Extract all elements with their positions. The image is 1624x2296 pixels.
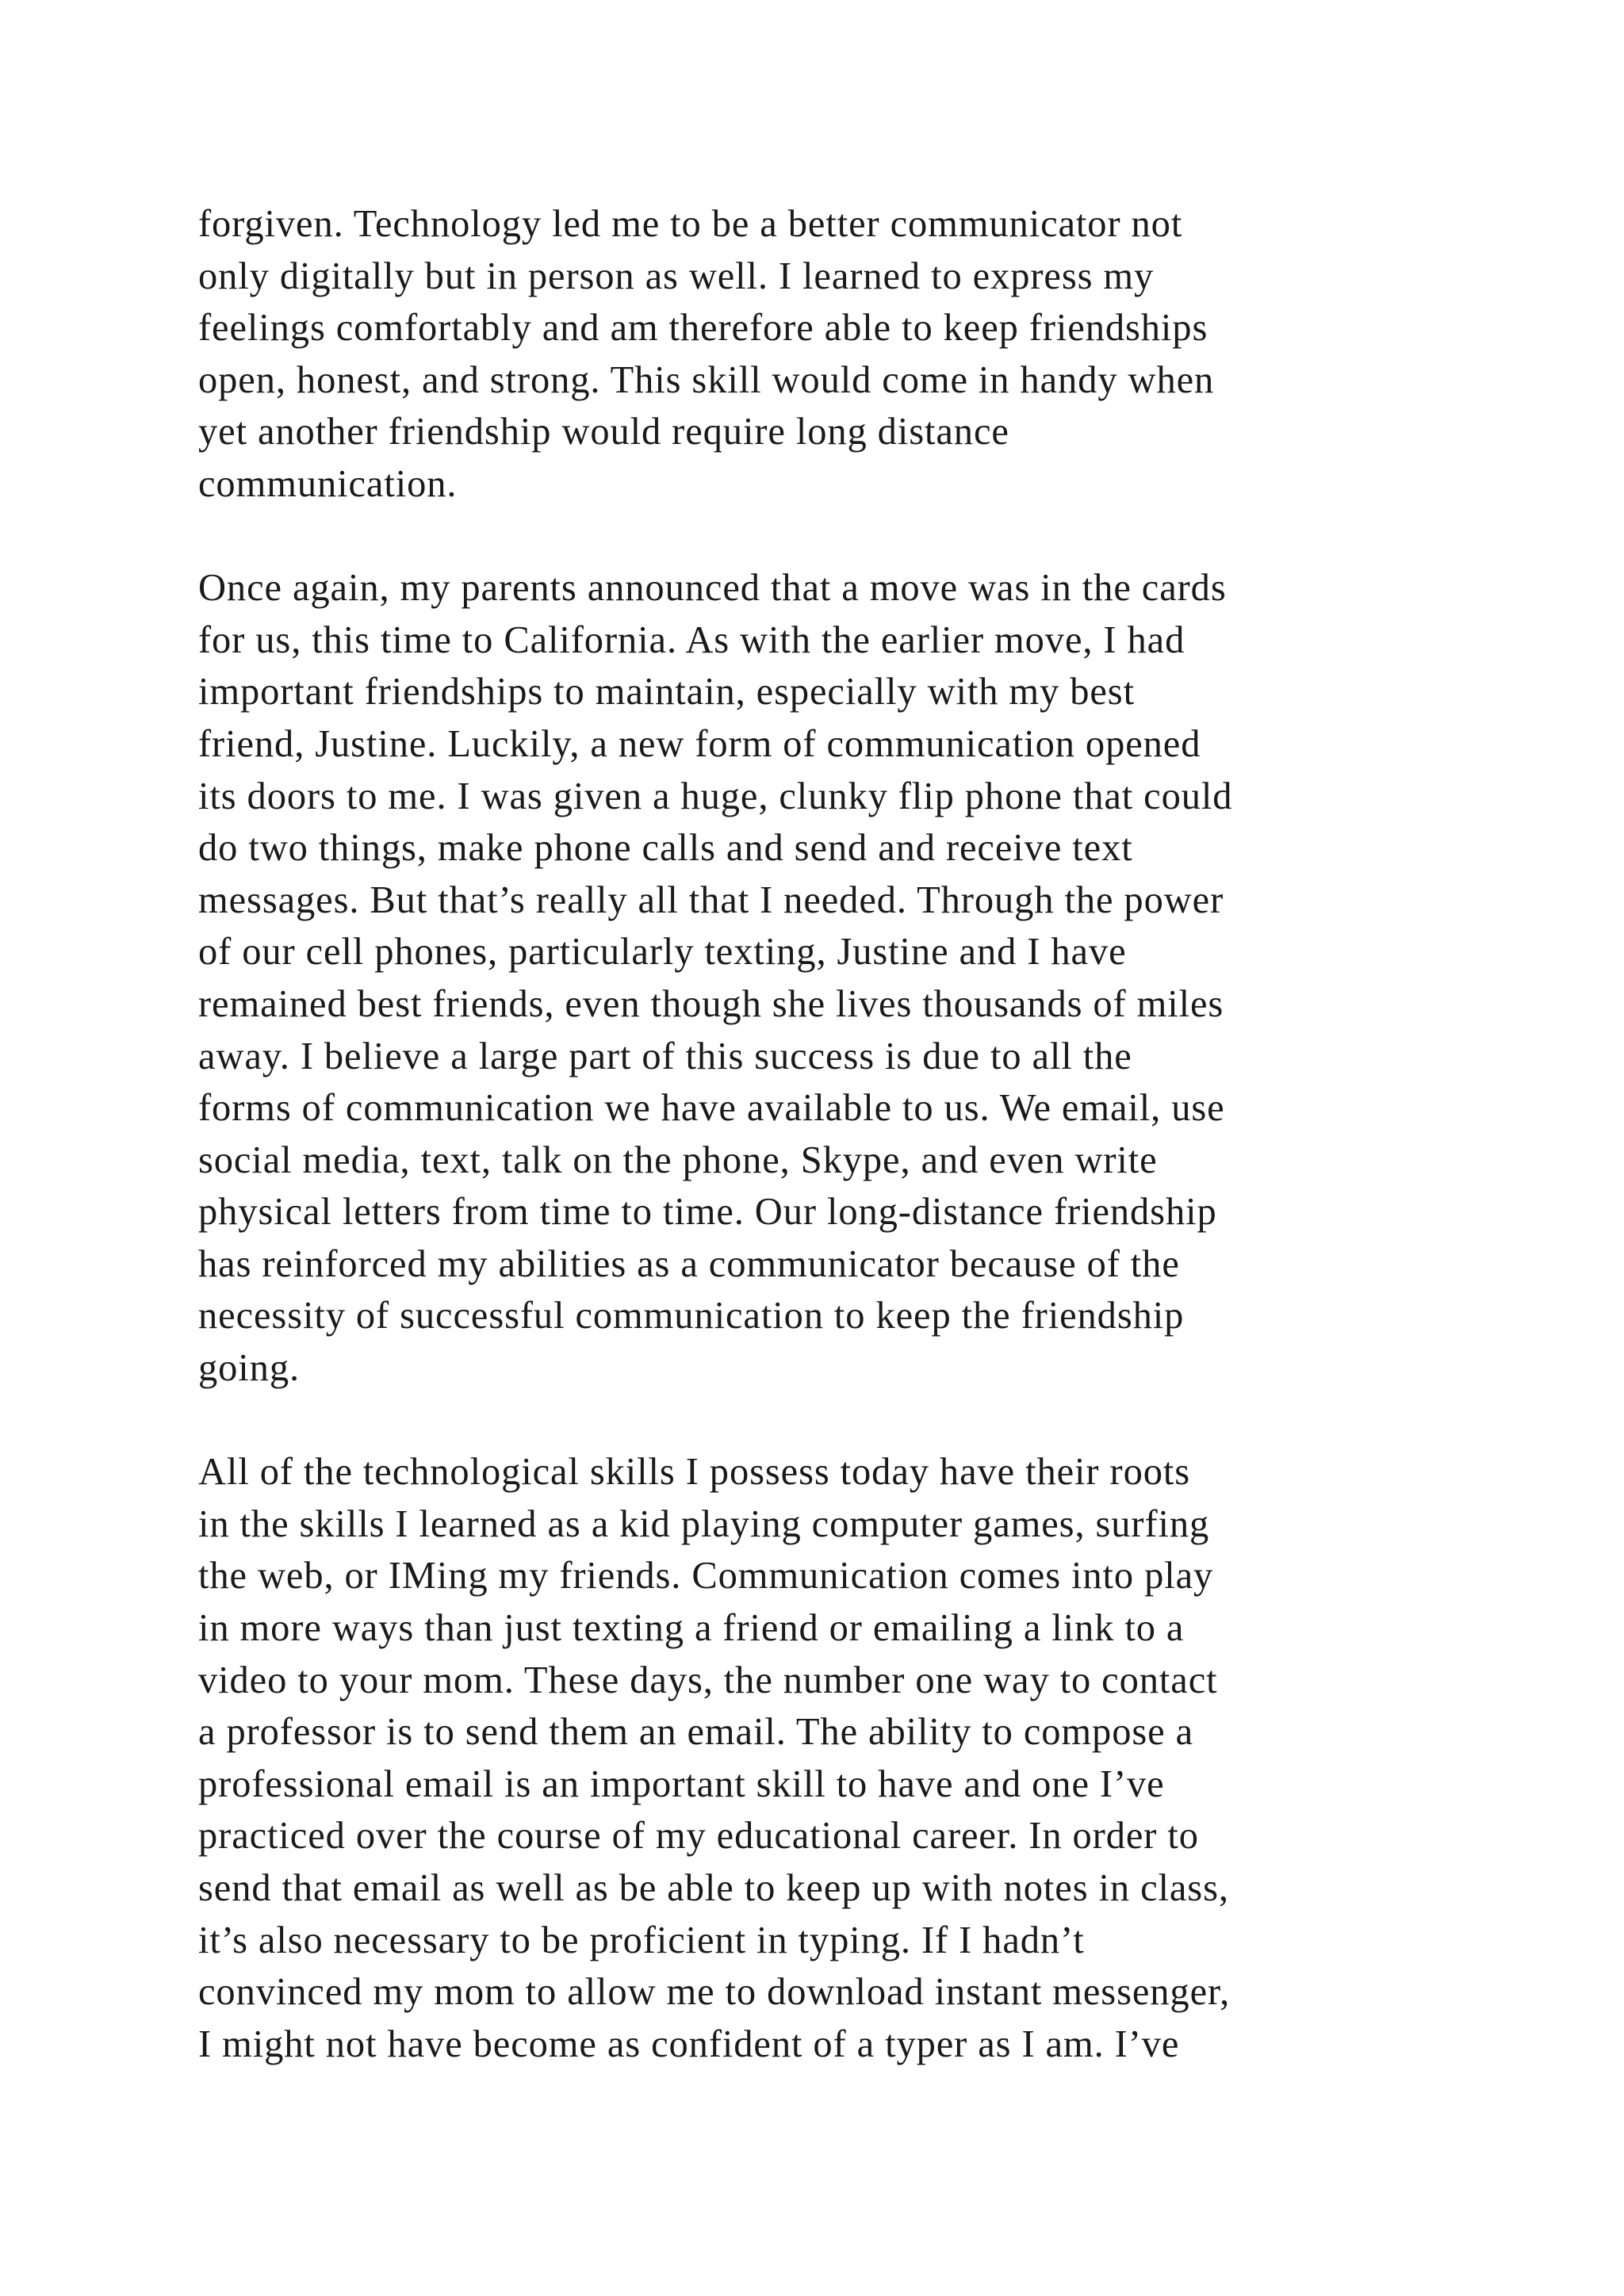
text-line: video to your mom. These days, the number one way to contact (198, 1659, 1218, 1701)
text-line: of our cell phones, particularly texting, Justine and I have (198, 931, 1127, 974)
text-line: send that email as well as be able to keep up with notes in class, (198, 1867, 1229, 1909)
text-line: practiced over the course of my educational career. In order to (198, 1815, 1199, 1858)
text-line: important friendships to maintain, especially with my best (198, 671, 1135, 714)
text-line: forgiven. Technology led me to be a better communicator not (198, 203, 1183, 245)
text-line: it’s also necessary to be proficient in typing. If I hadn’t (198, 1919, 1085, 1961)
text-line: in more ways than just texting a friend or emailing a link to a (198, 1607, 1185, 1650)
text-line: physical letters from time to time. Our long-distance friendship (198, 1191, 1217, 1234)
text-line: has reinforced my abilities as a communicator because of the (198, 1242, 1180, 1285)
text-line: Once again, my parents announced that a move was in the cards (198, 567, 1227, 610)
paragraph (198, 1446, 1483, 2070)
text-line: feelings comfortably and am therefore able to keep friendships (198, 307, 1208, 350)
text-line: away. I believe a large part of this success is due to all the (198, 1035, 1132, 1077)
text-line: its doors to me. I was given a huge, clunky flip phone that could (198, 775, 1233, 817)
paragraph (198, 198, 1483, 511)
text-line: do two things, make phone calls and send and receive text (198, 827, 1133, 870)
text-line: friend, Justine. Luckily, a new form of communication opened (198, 722, 1201, 765)
text-line: convinced my mom to allow me to download instant messenger, (198, 1971, 1231, 2014)
text-line: All of the technological skills I possess today have their roots (198, 1451, 1191, 1494)
text-line: open, honest, and strong. This skill would come in handy when (198, 358, 1215, 401)
text-line: only digitally but in person as well. I learned to express my (198, 254, 1155, 297)
text-line: messages. But that’s really all that I needed. Through the power (198, 878, 1224, 921)
body-text (198, 198, 1483, 2122)
text-line: the web, or IMing my friends. Communication comes into play (198, 1555, 1214, 1598)
text-line: necessity of successful communication to keep the friendship (198, 1295, 1185, 1337)
text-line: professional email is an important skill to have and one I’ve (198, 1762, 1165, 1805)
text-line: yet another friendship would require long distance (198, 411, 1009, 453)
text-line: going. (198, 1347, 300, 1390)
text-line: communication. (198, 462, 458, 505)
text-line: I might not have become as confident of a typer as I am. I’ve (198, 2022, 1180, 2065)
text-line: for us, this time to California. As with the earlier move, I had (198, 618, 1185, 661)
text-line: remained best friends, even though she lives thousands of miles (198, 982, 1224, 1025)
text-line: social media, text, talk on the phone, Skype, and even write (198, 1138, 1158, 1181)
text-line: a professor is to send them an email. The ability to compose a (198, 1711, 1193, 1754)
text-line: forms of communication we have available to us. We email, use (198, 1087, 1225, 1130)
paragraph (198, 562, 1483, 1395)
text-line: in the skills I learned as a kid playing computer games, surfing (198, 1502, 1210, 1545)
